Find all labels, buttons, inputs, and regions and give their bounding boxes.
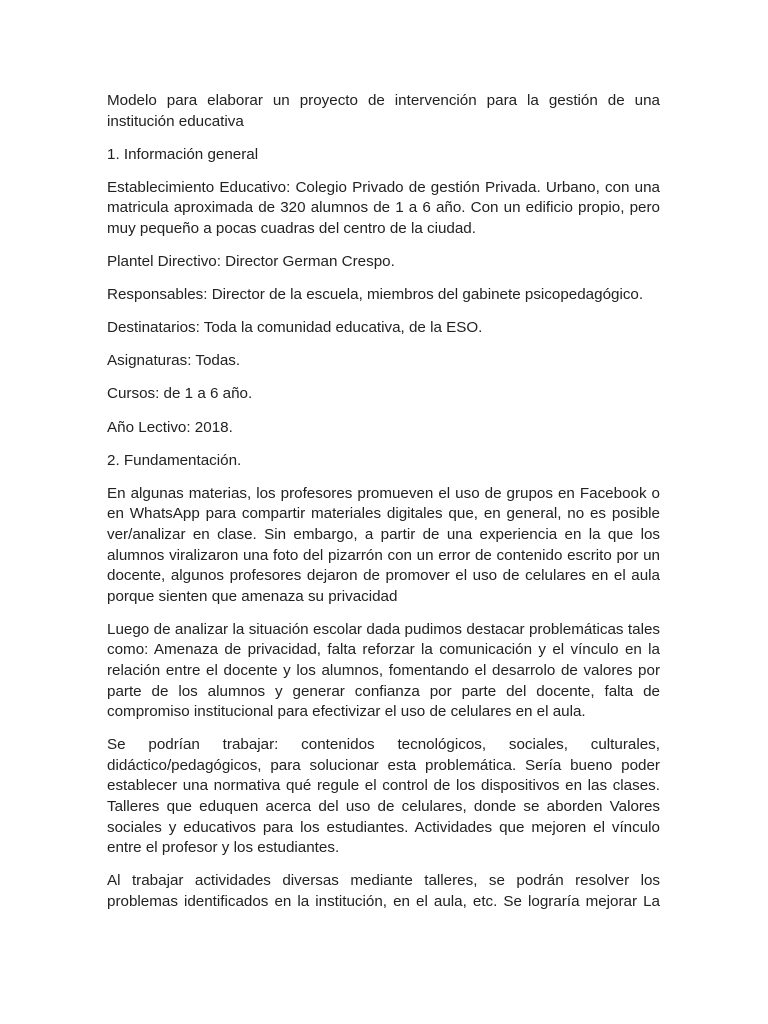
destinatarios-line: Destinatarios: Toda la comunidad educativa, de la ESO. (107, 319, 483, 337)
fundamentacion-paragraph-2: Luego de analizar la situación escolar dada pudimos destacar problemáticas tales como: Amenaza de privacidad, falta reforzar la comunicación y el vínculo en la relación entre el docente y los alumnos, fomentando el desarrolo de valores por parte de los alumnos y generar confianza por parte del docente, falta de compromiso institucional para efectivizar el uso de celulares en el aula. (107, 620, 660, 721)
document-title: Modelo para elaborar un proyecto de intervención para la gestión de una institución educativa (107, 92, 660, 130)
plantel-directivo-line: Plantel Directivo: Director German Crespo. (107, 253, 395, 271)
section-heading-fundamentacion: 2. Fundamentación. (107, 451, 242, 469)
section-heading-informacion-general: 1. Información general (107, 145, 259, 163)
fundamentacion-paragraph-3: Se podrían trabajar: contenidos tecnológicos, sociales, culturales, didáctico/pedagógicos, para solucionar esta problemática. Sería bueno poder establecer una normativa qué regule el control de los dispositivos en las clases. Talleres que eduquen acerca del uso de celulares, donde se aborden Valores sociales y educativos para los estudiantes. Actividades que mejoren el vínculo entre el profesor y los estudiantes. (107, 736, 660, 857)
asignaturas-line: Asignaturas: Todas. (107, 352, 241, 370)
anio-lectivo-line: Año Lectivo: 2018. (107, 418, 233, 436)
fundamentacion-paragraph-1: En algunas materias, los profesores promueven el uso de grupos en Facebook o en WhatsApp para compartir materiales digitales que, en general, no es posible ver/analizar en clase. Sin embargo, a partir de una experiencia en la que los alumnos viralizaron una foto del pizarrón con un error de contenido escrito por un docente, algunos profesores dejaron de promover el uso de celulares en el aula porque sienten que amenaza su privacidad (107, 484, 660, 605)
cursos-line: Cursos: de 1 a 6 año. (107, 385, 253, 403)
fundamentacion-paragraph-4: Al trabajar actividades diversas mediante talleres, se podrán resolver los problemas identificados en la institución, en el aula, etc. Se lograría mejorar La (107, 872, 660, 910)
establecimiento-paragraph: Establecimiento Educativo: Colegio Privado de gestión Privada. Urbano, con una matricula aproximada de 320 alumnos de 1 a 6 año. Con un edificio propio, pero muy pequeño a pocas cuadras del centro de la ciudad. (107, 178, 660, 237)
responsables-line: Responsables: Director de la escuela, miembros del gabinete psicopedagógico. (107, 286, 644, 304)
